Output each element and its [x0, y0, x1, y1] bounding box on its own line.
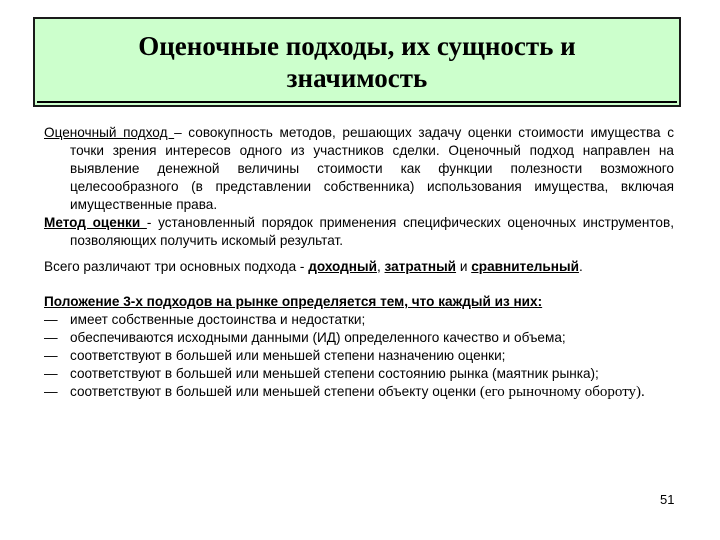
- approach-cost: затратный: [384, 259, 457, 274]
- title-box: [33, 17, 681, 107]
- separator-1: ,: [376, 259, 385, 274]
- bullet-text-serif: (его рыночному обороту).: [479, 384, 645, 400]
- term-method: Метод оценки: [44, 215, 147, 230]
- bullet-item: [44, 365, 674, 383]
- dash-marker: —: [44, 348, 58, 363]
- page-number: 51: [660, 492, 675, 507]
- dash-marker: —: [44, 312, 58, 327]
- definition-method: [44, 214, 674, 250]
- positions-heading: Положение 3-х подходов на рынке определяется тем, что каждый из них:: [44, 294, 543, 309]
- dash-marker: —: [44, 330, 58, 345]
- approaches-end: .: [578, 259, 583, 274]
- approaches-lead: Всего различают три основных подхода -: [44, 259, 309, 274]
- slide-title: Оценочные подходы, их сущность и значимость: [138, 31, 576, 93]
- definition-approach: [44, 124, 674, 214]
- bullet-text: обеспечиваются исходными данными (ИД) определенного качество и объема;: [70, 330, 566, 345]
- bullet-text-sans: соответствуют в большей или меньшей степени объекту оценки: [70, 384, 480, 399]
- bullet-item: [44, 329, 674, 347]
- bullet-text: имеет собственные достоинства и недостатки;: [70, 312, 366, 327]
- dash-marker: —: [44, 366, 58, 381]
- bullet-text: [70, 383, 674, 401]
- slide-content: [44, 124, 674, 401]
- bullet-text: соответствуют в большей или меньшей степени состоянию рынка (маятник рынка);: [70, 366, 599, 381]
- dash-marker: —: [44, 384, 58, 399]
- definition-method-text: - установленный порядок применения специфических оценочных инструментов, позволяющих получить искомый результат.: [70, 215, 674, 248]
- bullet-item: [44, 347, 674, 365]
- approach-comparative: сравнительный: [471, 259, 579, 274]
- approaches-list: [44, 258, 674, 276]
- bullet-item: [44, 383, 674, 401]
- separator-2: и: [456, 259, 472, 274]
- approach-income: доходный: [308, 259, 377, 274]
- term-approach: Оценочный подход: [44, 125, 175, 140]
- bullet-item: [44, 311, 674, 329]
- definition-approach-text: – совокупность методов, решающих задачу оценки стоимости имущества с точки зрения интересов одного из участников сделки. Оценочный подход направлен на выявление денежной величины стоимости как функции полезности возможного целесообразного (в представлении собственника) использования имущества, включая имущественные права.: [70, 125, 674, 212]
- bullet-text: соответствуют в большей или меньшей степени назначению оценки;: [70, 348, 506, 363]
